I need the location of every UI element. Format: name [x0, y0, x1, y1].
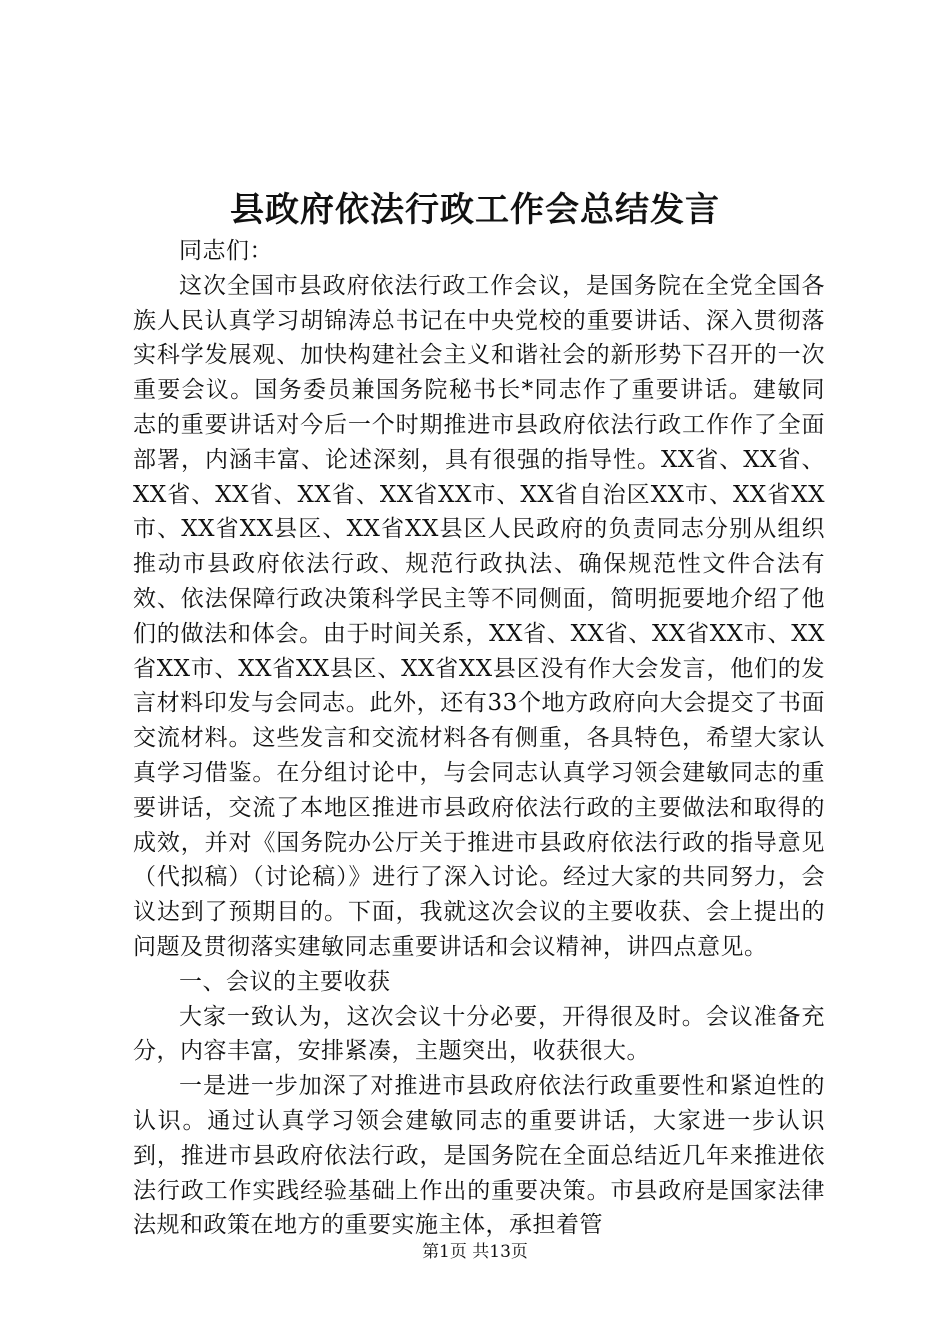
- section-heading: 一、会议的主要收获: [179, 968, 391, 995]
- page-footer: 第1页 共13页: [422, 1242, 528, 1262]
- document-title: 县政府依法行政工作会总结发言: [230, 190, 720, 230]
- body-paragraph: 一是进一步加深了对推进市县政府依法行政重要性和紧迫性的认识。通过认真学习领会建敏同志的重要讲话，大家进一步认识到，推进市县政府依法行政，是国务院在全面总结近几年来推进依法行政工作实践经验基础上作出的重要决策。市县政府是国家法律法规和政策在地方的重要实施主体，承担着管: [133, 1073, 825, 1239]
- salutation: 同志们：: [179, 238, 273, 264]
- document-body: [133, 234, 825, 1243]
- body-paragraph: 大家一致认为，这次会议十分必要，开得很及时。会议准备充分，内容丰富，安排紧凑，主题突出，收获很大。: [133, 1003, 825, 1065]
- body-paragraph: 这次全国市县政府依法行政工作会议，是国务院在全党全国各族人民认真学习胡锦涛总书记在中央党校的重要讲话、深入贯彻落实科学发展观、加快构建社会主义和谐社会的新形势下召开的一次重要会议。国务委员兼国务院秘书长*同志作了重要讲话。建敏同志的重要讲话对今后一个时期推进市县政府依法行政工作作了全面部署，内涵丰富、论述深刻，具有很强的指导性。XX省、XX省、XX省、XX省、XX省、XX省XX市、XX省自治区XX市、XX省XX市、XX省XX县区、XX省XX县区人民政府的负责同志分别从组织推动市县政府依法行政、规范行政执法、确保规范性文件合法有效、依法保障行政决策科学民主等不同侧面，简明扼要地介绍了他们的做法和体会。由于时间关系，XX省、XX省、XX省XX市、XX省XX市、XX省XX县区、XX省XX县区没有作大会发言，他们的发言材料印发与会同志。此外，还有33个地方政府向大会提交了书面交流材料。这些发言和交流材料各有侧重，各具特色，希望大家认真学习借鉴。在分组讨论中，与会同志认真学习领会建敏同志的重要讲话，交流了本地区推进市县政府依法行政的主要做法和取得的成效，并对《国务院办公厅关于推进市县政府依法行政的指导意见（代拟稿）（讨论稿）》进行了深入讨论。经过大家的共同努力，会议达到了预期目的。下面，我就这次会议的主要收获、会上提出的问题及贯彻落实建敏同志重要讲话和会议精神，讲四点意见。: [133, 272, 825, 960]
